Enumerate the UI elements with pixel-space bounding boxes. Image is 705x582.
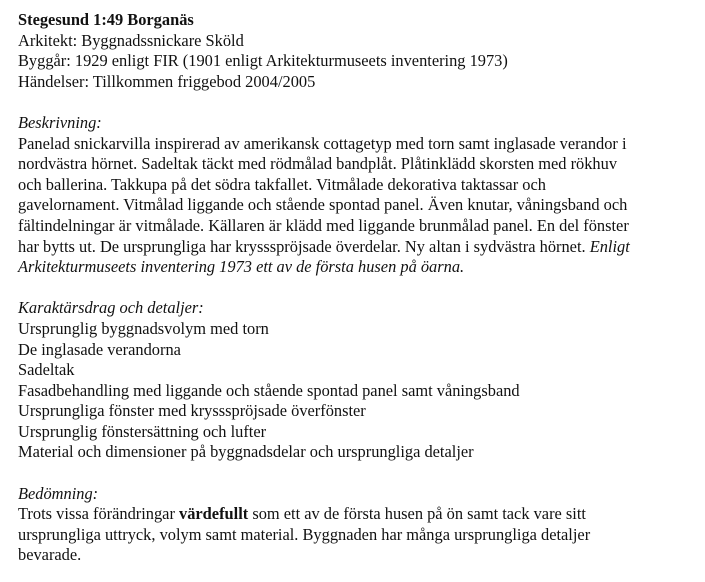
description-italic-note-start: Enligt (589, 236, 630, 256)
document-body (18, 10, 698, 566)
feature-item: De inglasade verandorna (18, 339, 181, 359)
description-line: Panelad snickarvilla inspirerad av amerikansk cottagetyp med torn samt inglasade verandor i (18, 133, 627, 153)
feature-item: Ursprunglig fönstersättning och lufter (18, 421, 267, 441)
assessment-value-word: värdefullt (179, 504, 249, 524)
spacer (18, 92, 698, 113)
assessment-text: Trots vissa förändringar (18, 504, 180, 524)
description-line-last (18, 237, 694, 258)
events-line: Händelser: Tillkommen friggebod 2004/2005 (18, 71, 316, 91)
assessment-line: ursprungliga uttryck, volym samt material. Byggnaden har många ursprungliga detaljer (18, 524, 591, 544)
spacer (18, 278, 698, 299)
feature-item: Material och dimensioner på byggnadsdelar och ursprungliga detaljer (18, 442, 474, 462)
description-paragraph (18, 134, 694, 278)
description-line: nordvästra hörnet. Sadeltak täckt med rödmålad bandplåt. Plåtinklädd skorsten med rökhuv (18, 154, 618, 174)
description-line: fältindelningar är vitmålade. Källaren är klädd med liggande brunmålad panel. En del fönster (18, 215, 629, 235)
build-year-line: Byggår: 1929 enligt FIR (1901 enligt Arkitekturmuseets inventering 1973) (18, 51, 508, 71)
description-heading: Beskrivning: (18, 112, 102, 132)
feature-item: Fasadbehandling med liggande och stående spontad panel samt våningsband (18, 380, 520, 400)
architect-line: Arkitekt: Byggnadssnickare Sköld (18, 30, 244, 50)
description-line: gavelornament. Vitmålad liggande och stående spontad panel. Även knutar, våningsband och (18, 195, 628, 215)
spacer (18, 463, 698, 484)
feature-item: Ursprungliga fönster med kryssspröjsade överfönster (18, 401, 366, 421)
assessment-line: bevarade. (18, 545, 82, 565)
feature-item: Ursprunglig byggnadsvolym med torn (18, 318, 269, 338)
assessment-line (18, 504, 698, 525)
description-line: och ballerina. Takkupa på det södra takfallet. Vitmålade dekorativa taktassar och (18, 174, 546, 194)
assessment-heading: Bedömning: (18, 483, 99, 503)
assessment-text: som ett av de första husen på ön samt tack vare sitt (248, 504, 586, 524)
document-title: Stegesund 1:49 Borganäs (18, 10, 194, 29)
features-heading: Karaktärsdrag och detaljer: (18, 298, 204, 318)
description-italic-note-end: Arkitekturmuseets inventering 1973 ett av de första husen på öarna. (18, 257, 465, 277)
feature-item: Sadeltak (18, 360, 75, 380)
description-text: har bytts ut. De ursprungliga har kryssspröjsade överdelar. Ny altan i sydvästra hörnet. (18, 236, 590, 256)
